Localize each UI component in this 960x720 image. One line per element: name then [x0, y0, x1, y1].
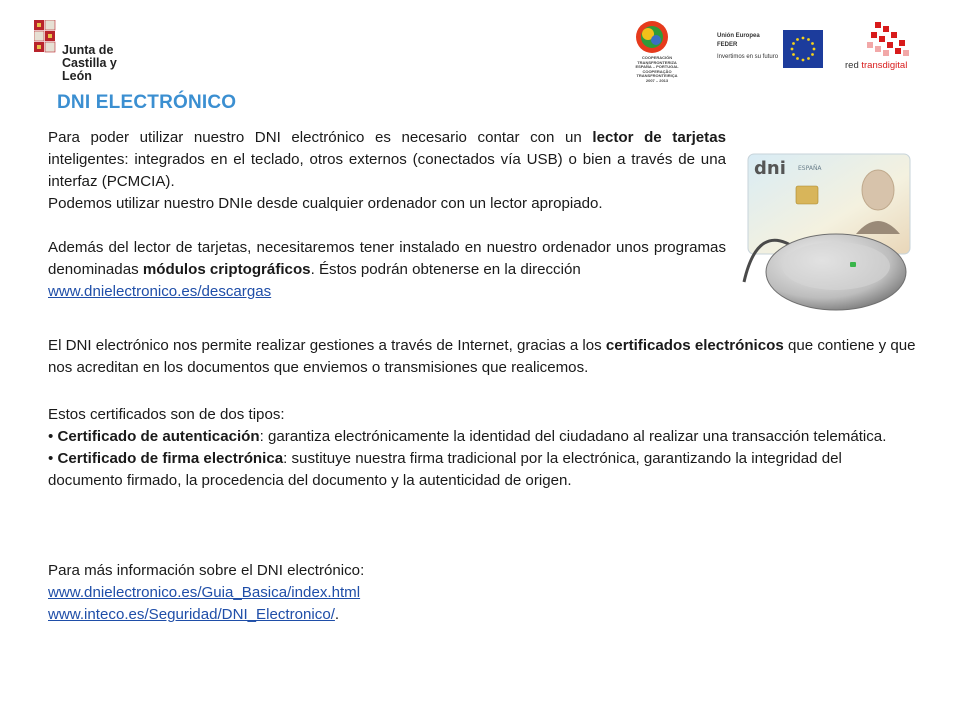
page-title: DNI ELECTRÓNICO — [57, 92, 237, 113]
paragraph-reader: Para poder utilizar nuestro DNI electrónico es necesario contar con un lector de tarjetas inteligentes: integrados en el teclado, otros externos (conectados vía USB) o bien a través de una interfaz (PCMCIA). — [48, 129, 726, 190]
link-guia-basica[interactable]: www.dnielectronico.es/Guia_Basica/index.html — [48, 584, 361, 601]
card-country-text: ESPAÑA — [798, 165, 822, 172]
certificates-intro — [48, 335, 918, 379]
jcyl-wordmark: Junta de Castilla y León — [62, 43, 117, 83]
card-photo — [862, 170, 894, 210]
intro-text — [48, 127, 726, 215]
coat-of-arms-icon — [34, 20, 56, 68]
red-transdigital-emblem-icon — [865, 20, 915, 58]
poctep-logo — [622, 20, 692, 83]
card-chip — [796, 186, 818, 204]
bullet-signature: • Certificado de firma electrónica: sustituye nuestra firma tradicional por la electrónica, garantizando la integridad del documento firmado, la procedencia del documento y la autenticidad de origen. — [48, 450, 842, 489]
paragraph-types: Estos certificados son de dos tipos: — [48, 406, 285, 423]
bullet-authentication: • Certificado de autenticación: garantiza electrónicamente la identidad del ciudadano al realizar una transacción telemática. — [48, 428, 887, 445]
paragraph-certificates: El DNI electrónico nos permite realizar gestiones a través de Internet, gracias a los certificados electrónicos que contiene y que nos acreditan en los documentos que enviemos o transmisiones que realicemos. — [48, 337, 916, 376]
link-inteco[interactable]: www.inteco.es/Seguridad/DNI_Electronico/ — [48, 606, 335, 623]
certificate-types — [48, 404, 918, 492]
red-transdigital-wordmark: red transdigital — [845, 60, 908, 71]
dni-card-reader-image — [738, 150, 914, 316]
union-europea-feder-logo: Unión Europea FEDER Invertimos en su futuro — [715, 30, 823, 70]
more-info-intro: Para más información sobre el DNI electrónico: — [48, 562, 365, 579]
card-dni-text: dni — [754, 158, 786, 179]
paragraph-modules: Además del lector de tarjetas, necesitaremos tener instalado en nuestro ordenador unos programas denominadas módulos criptográficos. Éstos podrán obtenerse en la dirección www.dnielectronico.es/descargas — [48, 239, 726, 300]
reader-led — [850, 262, 856, 267]
eu-flag-icon — [783, 30, 823, 68]
red-transdigital-logo — [843, 20, 925, 72]
poctep-emblem-icon — [622, 20, 692, 56]
poctep-caption: COOPERACIÓN TRANSFRONTERIZA ESPAÑA – PORTUGAL COOPERAÇÃO TRANSFRONTEIRIÇA 2007 – 2013 — [635, 55, 679, 83]
more-info: Para más información sobre el DNI electrónico: www.dnielectronico.es/Guia_Basica/index.html www.inteco.es/Seguridad/DNI_Electronico/. — [48, 560, 648, 626]
paragraph-dnie-use: Podemos utilizar nuestro DNIe desde cualquier ordenador con un lector apropiado. — [48, 195, 603, 212]
junta-castilla-leon-logo — [34, 20, 124, 83]
modules-text — [48, 237, 726, 303]
link-descargas[interactable]: www.dnielectronico.es/descargas — [48, 283, 272, 300]
